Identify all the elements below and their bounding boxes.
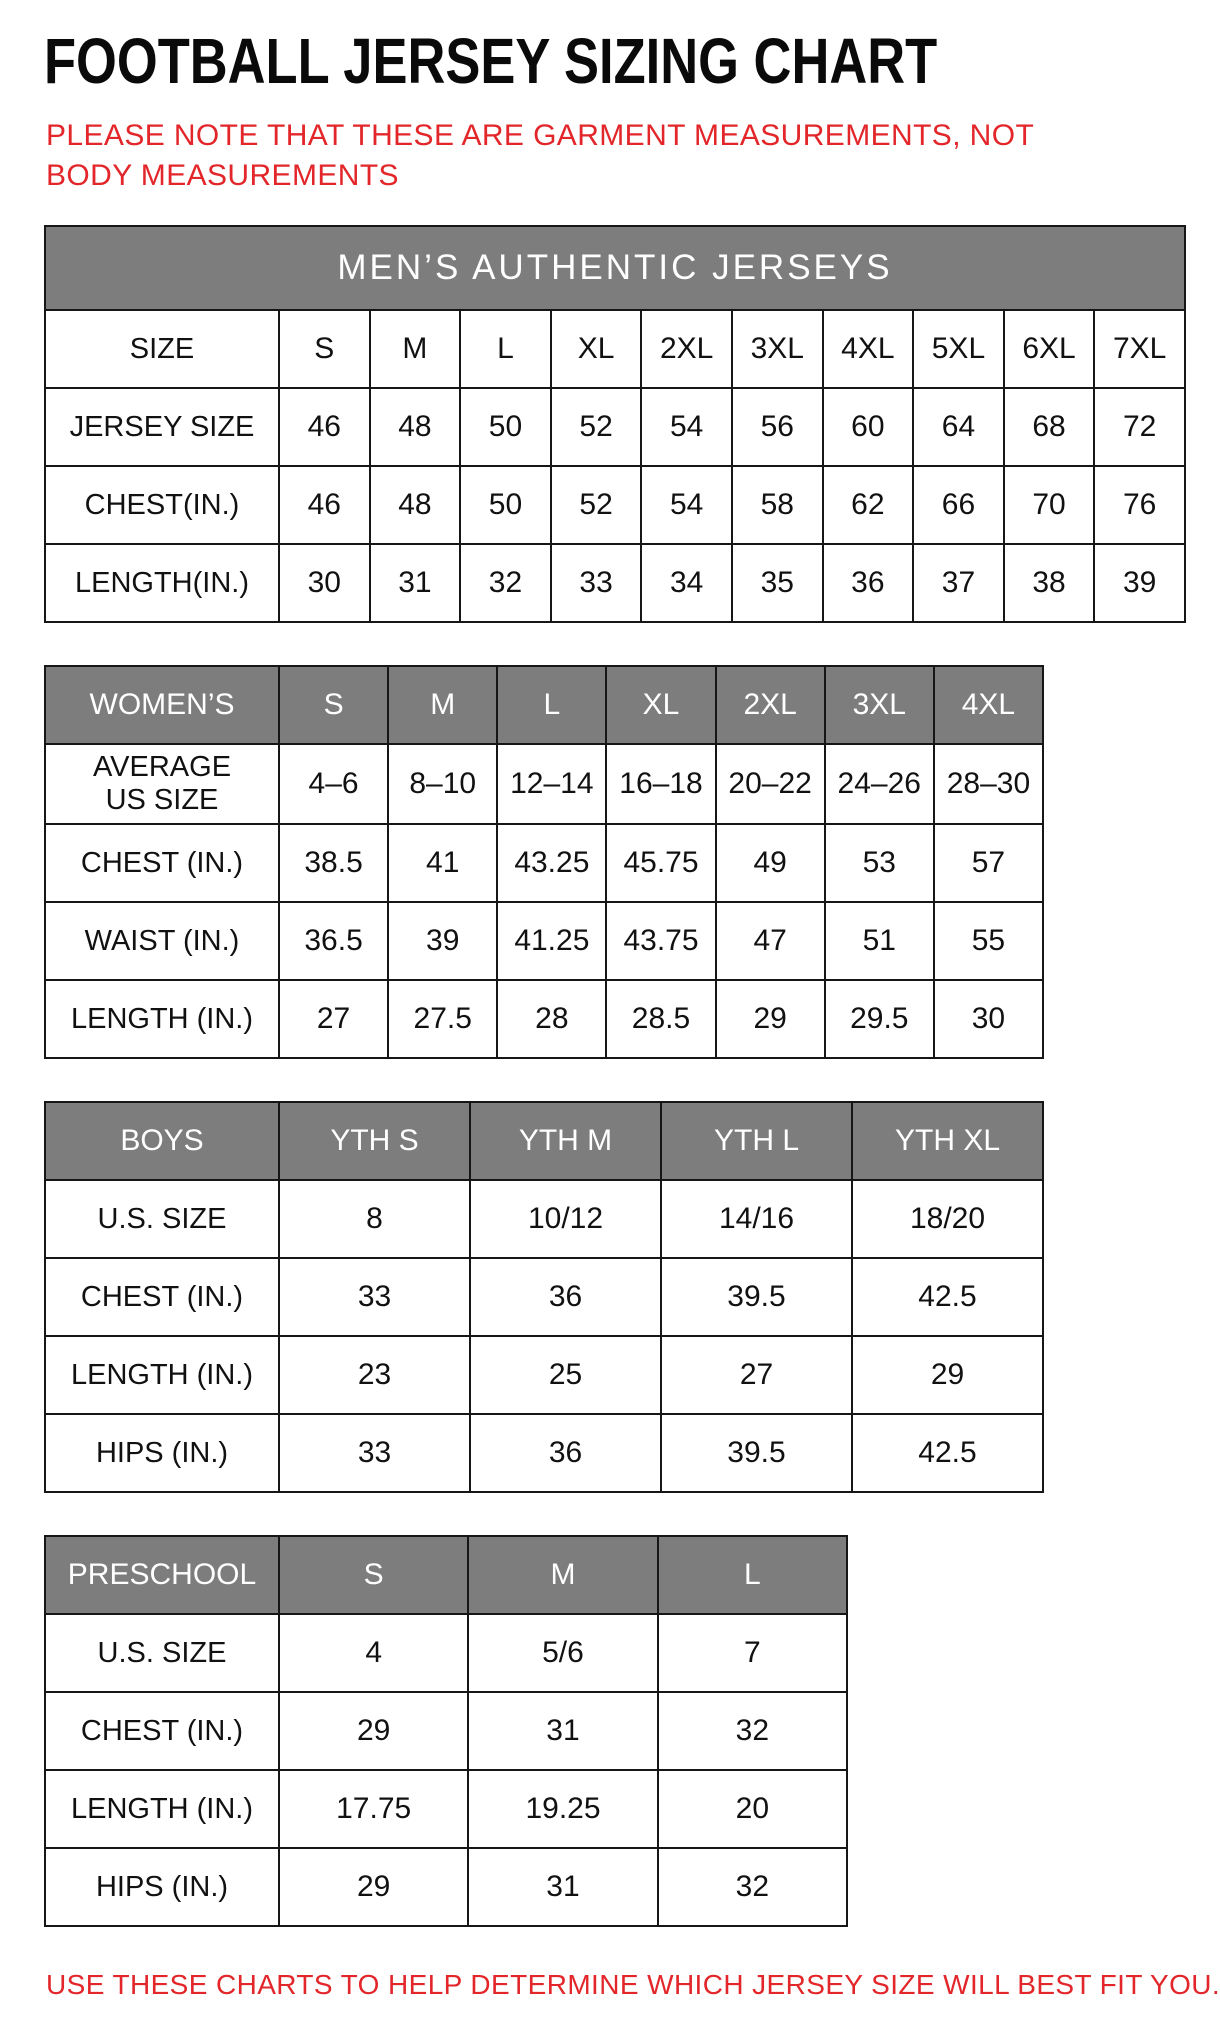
value-cell: 36 [470, 1414, 661, 1492]
table-row [45, 1848, 847, 1926]
value-cell: 8 [279, 1180, 470, 1258]
value-cell: 48 [370, 466, 461, 544]
value-cell: 27.5 [388, 980, 497, 1058]
header-cell: 7XL [1094, 310, 1185, 388]
table-row [45, 980, 1043, 1058]
value-cell: 32 [658, 1848, 847, 1926]
header-cell: 3XL [825, 666, 934, 744]
value-cell: 29 [716, 980, 825, 1058]
header-cell: L [460, 310, 551, 388]
header-cell: BOYS [45, 1102, 279, 1180]
header-cell: S [279, 666, 388, 744]
value-cell: 51 [825, 902, 934, 980]
measurements-note: PLEASE NOTE THAT THESE ARE GARMENT MEASUREMENTS, NOT BODY MEASUREMENTS [46, 119, 1034, 192]
value-cell: 12–14 [497, 744, 606, 824]
value-cell: 48 [370, 388, 461, 466]
row-label: HIPS (IN.) [45, 1414, 279, 1492]
row-label: CHEST(IN.) [45, 466, 279, 544]
table-row [45, 1258, 1043, 1336]
header-cell: XL [551, 310, 642, 388]
value-cell: 19.25 [468, 1770, 657, 1848]
value-cell: 10/12 [470, 1180, 661, 1258]
value-cell: 20–22 [716, 744, 825, 824]
header-cell: XL [606, 666, 715, 744]
row-label: CHEST (IN.) [45, 1692, 279, 1770]
table-row [45, 1692, 847, 1770]
value-cell: 30 [279, 544, 370, 622]
row-label: LENGTH (IN.) [45, 1336, 279, 1414]
row-label: LENGTH (IN.) [45, 1770, 279, 1848]
value-cell: 39.5 [661, 1414, 852, 1492]
header-cell: WOMEN’S [45, 666, 279, 744]
value-cell: 33 [279, 1414, 470, 1492]
value-cell: 29.5 [825, 980, 934, 1058]
value-cell: 34 [641, 544, 732, 622]
value-cell: 29 [279, 1692, 468, 1770]
header-cell: YTH XL [852, 1102, 1043, 1180]
table-row [45, 1770, 847, 1848]
value-cell: 24–26 [825, 744, 934, 824]
header-cell: 4XL [823, 310, 914, 388]
value-cell: 54 [641, 466, 732, 544]
value-cell: 64 [913, 388, 1004, 466]
value-cell: 32 [658, 1692, 847, 1770]
header-cell: 2XL [716, 666, 825, 744]
footer-note: USE THESE CHARTS TO HELP DETERMINE WHICH JERSEY SIZE WILL BEST FIT YOU. [46, 1969, 1220, 2001]
value-cell: 32 [460, 544, 551, 622]
value-cell: 31 [468, 1692, 657, 1770]
row-label: WAIST (IN.) [45, 902, 279, 980]
value-cell: 31 [370, 544, 461, 622]
value-cell: 4–6 [279, 744, 388, 824]
value-cell: 41.25 [497, 902, 606, 980]
header-cell: YTH L [661, 1102, 852, 1180]
table-row [45, 1614, 847, 1692]
row-label: CHEST (IN.) [45, 1258, 279, 1336]
value-cell: 70 [1004, 466, 1095, 544]
table-row [45, 388, 1185, 466]
value-cell: 76 [1094, 466, 1185, 544]
value-cell: 20 [658, 1770, 847, 1848]
value-cell: 72 [1094, 388, 1185, 466]
value-cell: 28–30 [934, 744, 1043, 824]
value-cell: 66 [913, 466, 1004, 544]
header-cell: S [279, 1536, 468, 1614]
header-cell: PRESCHOOL [45, 1536, 279, 1614]
value-cell: 43.25 [497, 824, 606, 902]
value-cell: 55 [934, 902, 1043, 980]
value-cell: 50 [460, 466, 551, 544]
header-cell: 2XL [641, 310, 732, 388]
value-cell: 53 [825, 824, 934, 902]
table-row [45, 902, 1043, 980]
value-cell: 27 [661, 1336, 852, 1414]
value-cell: 57 [934, 824, 1043, 902]
value-cell: 62 [823, 466, 914, 544]
value-cell: 68 [1004, 388, 1095, 466]
value-cell: 28.5 [606, 980, 715, 1058]
value-cell: 25 [470, 1336, 661, 1414]
value-cell: 42.5 [852, 1414, 1043, 1492]
table-row [45, 1336, 1043, 1414]
header-cell: M [370, 310, 461, 388]
value-cell: 16–18 [606, 744, 715, 824]
header-cell: M [388, 666, 497, 744]
value-cell: 4 [279, 1614, 468, 1692]
header-cell: SIZE [45, 310, 279, 388]
value-cell: 18/20 [852, 1180, 1043, 1258]
value-cell: 29 [852, 1336, 1043, 1414]
table-row [45, 1180, 1043, 1258]
table-row [45, 1414, 1043, 1492]
value-cell: 46 [279, 388, 370, 466]
value-cell: 27 [279, 980, 388, 1058]
value-cell: 36 [823, 544, 914, 622]
value-cell: 56 [732, 388, 823, 466]
header-cell: YTH S [279, 1102, 470, 1180]
value-cell: 42.5 [852, 1258, 1043, 1336]
value-cell: 54 [641, 388, 732, 466]
value-cell: 38.5 [279, 824, 388, 902]
row-label: HIPS (IN.) [45, 1848, 279, 1926]
value-cell: 58 [732, 466, 823, 544]
row-label: U.S. SIZE [45, 1180, 279, 1258]
value-cell: 17.75 [279, 1770, 468, 1848]
value-cell: 33 [279, 1258, 470, 1336]
row-label: LENGTH(IN.) [45, 544, 279, 622]
boys-table [44, 1101, 1044, 1493]
value-cell: 5/6 [468, 1614, 657, 1692]
preschool-table [44, 1535, 848, 1927]
value-cell: 28 [497, 980, 606, 1058]
value-cell: 49 [716, 824, 825, 902]
womens-table [44, 665, 1044, 1059]
row-label: CHEST (IN.) [45, 824, 279, 902]
table-banner: MEN’S AUTHENTIC JERSEYS [45, 226, 1185, 310]
header-cell: YTH M [470, 1102, 661, 1180]
value-cell: 43.75 [606, 902, 715, 980]
value-cell: 47 [716, 902, 825, 980]
table-row [45, 744, 1043, 824]
value-cell: 38 [1004, 544, 1095, 622]
value-cell: 39 [1094, 544, 1185, 622]
value-cell: 7 [658, 1614, 847, 1692]
value-cell: 60 [823, 388, 914, 466]
value-cell: 52 [551, 388, 642, 466]
value-cell: 36.5 [279, 902, 388, 980]
header-cell: 4XL [934, 666, 1043, 744]
value-cell: 8–10 [388, 744, 497, 824]
value-cell: 14/16 [661, 1180, 852, 1258]
row-label: AVERAGE US SIZE [45, 744, 279, 824]
header-cell: L [497, 666, 606, 744]
row-label: U.S. SIZE [45, 1614, 279, 1692]
page-title: FOOTBALL JERSEY SIZING CHART [44, 25, 938, 97]
value-cell: 39.5 [661, 1258, 852, 1336]
value-cell: 36 [470, 1258, 661, 1336]
row-label: LENGTH (IN.) [45, 980, 279, 1058]
header-cell: 3XL [732, 310, 823, 388]
mens-jerseys-table [44, 225, 1186, 623]
value-cell: 52 [551, 466, 642, 544]
value-cell: 33 [551, 544, 642, 622]
value-cell: 31 [468, 1848, 657, 1926]
value-cell: 41 [388, 824, 497, 902]
value-cell: 35 [732, 544, 823, 622]
value-cell: 45.75 [606, 824, 715, 902]
table-row [45, 544, 1185, 622]
header-cell: 5XL [913, 310, 1004, 388]
table-row [45, 824, 1043, 902]
header-cell: S [279, 310, 370, 388]
value-cell: 50 [460, 388, 551, 466]
row-label: JERSEY SIZE [45, 388, 279, 466]
value-cell: 30 [934, 980, 1043, 1058]
table-row [45, 466, 1185, 544]
value-cell: 39 [388, 902, 497, 980]
header-cell: M [468, 1536, 657, 1614]
value-cell: 37 [913, 544, 1004, 622]
header-cell: L [658, 1536, 847, 1614]
value-cell: 29 [279, 1848, 468, 1926]
value-cell: 46 [279, 466, 370, 544]
header-cell: 6XL [1004, 310, 1095, 388]
value-cell: 23 [279, 1336, 470, 1414]
